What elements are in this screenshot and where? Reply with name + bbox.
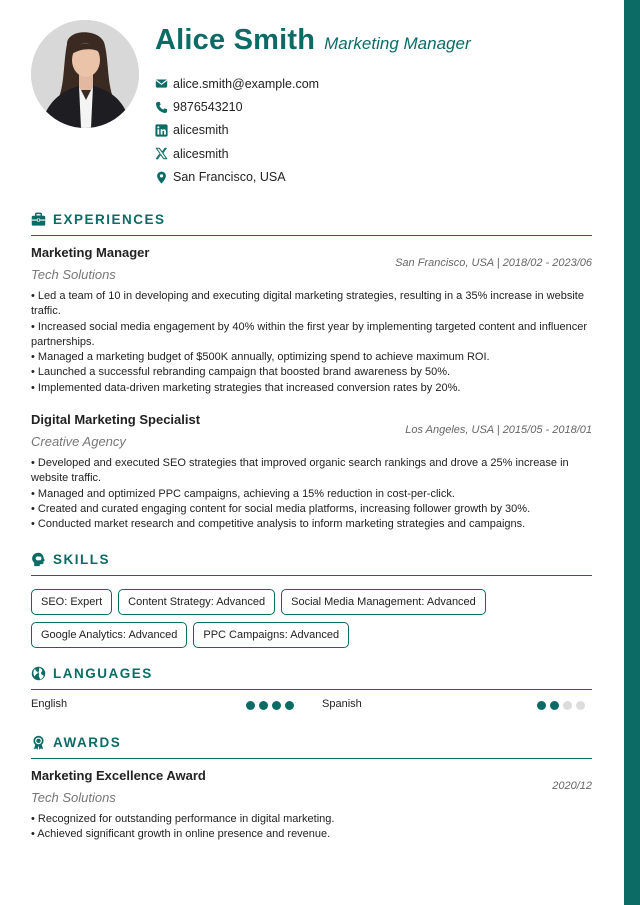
language-name: English — [31, 698, 68, 710]
award-entry — [31, 768, 592, 843]
contact-email-text: alice.smith@example.com — [173, 76, 320, 91]
experience-entry — [31, 412, 592, 532]
header-name-row — [155, 24, 471, 57]
list-item: • Implemented data-driven marketing strategies that increased conversion rates by 20%. — [31, 381, 461, 394]
language-level-dots — [533, 701, 585, 710]
skills-list — [31, 589, 592, 655]
skill-row — [31, 589, 592, 615]
section-title: AWARDS — [53, 735, 122, 750]
contact-email[interactable] — [155, 72, 319, 95]
experience-bullets — [31, 289, 592, 396]
contact-phone-text: 9876543210 — [173, 100, 243, 115]
experience-org: Creative Agency — [31, 434, 126, 449]
list-item: • Created and curated engaging content for social media platforms, increasing follower growth by 30%. — [31, 502, 531, 515]
section-experiences-header — [31, 212, 592, 236]
level-dot-filled — [272, 701, 281, 710]
globe-icon — [31, 666, 46, 681]
experience-location-dates: San Francisco, USA | 2018/02 - 2023/06 — [395, 257, 592, 269]
experience-location-dates: Los Angeles, USA | 2015/05 - 2018/01 — [405, 424, 592, 436]
briefcase-icon — [31, 212, 46, 227]
experience-bullets — [31, 456, 592, 532]
award-icon — [31, 735, 46, 750]
contact-list — [155, 72, 319, 189]
level-dot-filled — [285, 701, 294, 710]
skill-chip: Social Media Management: Advanced — [281, 589, 486, 615]
level-dot-filled — [537, 701, 546, 710]
experience-org: Tech Solutions — [31, 267, 116, 282]
section-title: LANGUAGES — [53, 666, 153, 681]
side-accent-bar — [624, 0, 640, 905]
list-item: • Increased social media engagement by 40% within the first year by implementing targeted content and influencer partnerships. — [31, 320, 587, 348]
list-item: • Conducted market research and competitive analysis to inform marketing strategies and campaigns. — [31, 518, 526, 531]
phone-icon — [155, 101, 168, 114]
avatar — [31, 20, 139, 128]
award-bullets — [31, 812, 592, 843]
list-item: • Managed a marketing budget of $500K annually, optimizing spend to achieve maximum ROI. — [31, 351, 490, 364]
experience-role: Digital Marketing Specialist — [31, 412, 201, 427]
contact-location — [155, 166, 319, 189]
experience-entry — [31, 245, 592, 396]
envelope-icon — [155, 77, 168, 90]
contact-location-text: San Francisco, USA — [173, 170, 286, 185]
contact-phone[interactable] — [155, 95, 319, 118]
award-title: Marketing Excellence Award — [31, 768, 206, 783]
section-title: EXPERIENCES — [53, 212, 166, 227]
contact-linkedin[interactable] — [155, 119, 319, 142]
list-item: • Launched a successful rebranding campaign that boosted brand awareness by 50%. — [31, 366, 451, 379]
profile-photo — [31, 20, 139, 128]
job-title: Marketing Manager — [324, 34, 471, 53]
brain-icon — [31, 552, 46, 567]
level-dot-filled — [550, 701, 559, 710]
section-languages-header — [31, 666, 592, 690]
level-dot-filled — [259, 701, 268, 710]
list-item: • Managed and optimized PPC campaigns, achieving a 15% reduction in cost-per-click. — [31, 487, 455, 500]
level-dot-empty — [563, 701, 572, 710]
section-awards-header — [31, 735, 592, 759]
skill-chip: SEO: Expert — [31, 589, 112, 615]
x-twitter-icon — [155, 147, 168, 160]
skill-chip: Content Strategy: Advanced — [118, 589, 275, 615]
list-item: • Achieved significant growth in online presence and revenue. — [31, 828, 331, 841]
contact-x[interactable] — [155, 142, 319, 165]
skill-chip: PPC Campaigns: Advanced — [193, 622, 349, 648]
linkedin-icon — [155, 124, 168, 137]
language-name: Spanish — [322, 698, 362, 710]
language-level-dots — [242, 701, 294, 710]
list-item: • Led a team of 10 in developing and executing digital marketing strategies, resulting in a 35% increase in website traffic. — [31, 290, 584, 318]
languages-row — [31, 698, 592, 714]
level-dot-empty — [576, 701, 585, 710]
contact-x-text: alicesmith — [173, 146, 229, 161]
section-title: SKILLS — [53, 552, 111, 567]
contact-linkedin-text: alicesmith — [173, 123, 229, 138]
experience-role: Marketing Manager — [31, 245, 150, 260]
map-pin-icon — [155, 171, 168, 184]
skill-chip: Google Analytics: Advanced — [31, 622, 187, 648]
list-item: • Developed and executed SEO strategies that improved organic search rankings and drove a 25% increase in website traffic. — [31, 457, 569, 485]
person-name: Alice Smith — [155, 24, 316, 56]
award-org: Tech Solutions — [31, 790, 116, 805]
skill-row — [31, 622, 592, 648]
level-dot-filled — [246, 701, 255, 710]
section-skills-header — [31, 552, 592, 576]
list-item: • Recognized for outstanding performance in digital marketing. — [31, 813, 335, 825]
award-date: 2020/12 — [552, 780, 592, 792]
